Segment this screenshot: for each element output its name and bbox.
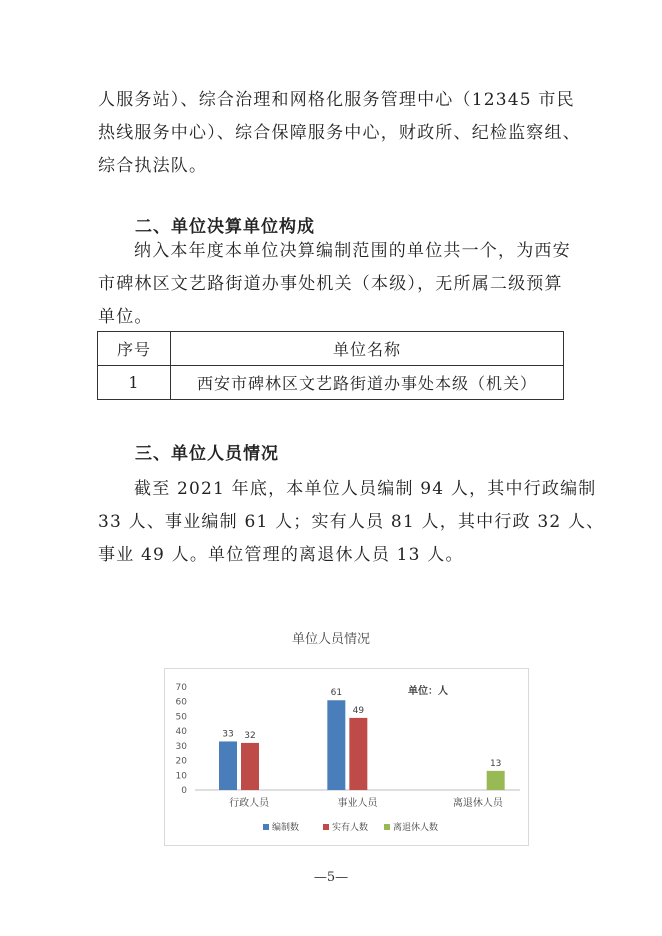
legend-swatch bbox=[384, 824, 390, 830]
page-number: —5— bbox=[313, 870, 349, 885]
y-tick-label: 70 bbox=[175, 683, 187, 693]
section3-paragraph bbox=[98, 473, 605, 572]
y-tick-label: 40 bbox=[175, 727, 187, 738]
x-tick-label: 事业人员 bbox=[337, 798, 378, 809]
section2-paragraph bbox=[98, 235, 571, 334]
chart-container bbox=[164, 668, 529, 846]
x-tick-label: 行政人员 bbox=[229, 798, 270, 809]
bar bbox=[241, 743, 259, 790]
chart-title: 单位人员情况 bbox=[291, 632, 370, 647]
bar bbox=[219, 741, 237, 790]
data-label: 33 bbox=[222, 729, 234, 740]
section2-line-1: 纳入本年度本单位决算编制范围的单位共一个，为西安 bbox=[134, 241, 571, 261]
legend-label: 实有人数 bbox=[332, 823, 369, 833]
y-tick-label: 60 bbox=[175, 697, 187, 708]
intro-line-3: 综合执法队。 bbox=[98, 156, 208, 176]
bar-chart bbox=[165, 669, 528, 845]
y-tick-label: 10 bbox=[175, 771, 187, 782]
y-tick-label: 30 bbox=[175, 741, 187, 752]
cell-seq: 1 bbox=[98, 366, 171, 400]
section2-line-3: 单位。 bbox=[98, 307, 153, 327]
data-label: 61 bbox=[330, 688, 343, 699]
unit-label: 单位：人 bbox=[408, 686, 448, 697]
data-label: 13 bbox=[489, 758, 502, 769]
data-label: 32 bbox=[244, 730, 256, 741]
y-tick-label: 50 bbox=[175, 712, 187, 723]
legend-swatch bbox=[263, 824, 269, 830]
unit-table bbox=[97, 331, 564, 400]
section2-line-2: 市碑林区文艺路街道办事处机关（本级），无所属二级预算 bbox=[98, 274, 563, 294]
cell-unit-name: 西安市碑林区文艺路街道办事处本级（机关） bbox=[171, 366, 564, 400]
x-tick-label: 离退休人员 bbox=[452, 798, 503, 809]
section3-line-3: 事业 49 人。单位管理的离退休人员 13 人。 bbox=[98, 545, 464, 565]
bar bbox=[327, 700, 345, 790]
table-row bbox=[98, 366, 564, 400]
intro-line-2: 热线服务中心）、综合保障服务中心，财政所、纪检监察组、 bbox=[98, 123, 581, 143]
bar bbox=[487, 771, 505, 790]
legend-label: 编制数 bbox=[272, 823, 300, 833]
section3-heading: 三、单位人员情况 bbox=[135, 444, 279, 464]
header-unit-name: 单位名称 bbox=[171, 332, 564, 366]
section2-heading: 二、单位决算单位构成 bbox=[135, 217, 315, 237]
intro-paragraph bbox=[98, 84, 581, 183]
section3-line-2: 33 人、事业编制 61 人；实有人员 81 人，其中行政 32 人、 bbox=[98, 512, 605, 532]
section3-line-1: 截至 2021 年底，本单位人员编制 94 人，其中行政编制 bbox=[134, 479, 597, 499]
bar bbox=[349, 718, 367, 790]
legend-swatch bbox=[323, 824, 329, 830]
data-label: 49 bbox=[352, 705, 365, 716]
y-tick-label: 0 bbox=[181, 786, 187, 796]
intro-line-1: 人服务站）、综合治理和网格化服务管理中心（12345 市民 bbox=[98, 90, 575, 110]
legend-label: 离退休人数 bbox=[393, 823, 439, 833]
y-tick-label: 20 bbox=[175, 756, 187, 767]
header-seq: 序号 bbox=[98, 332, 171, 366]
unit-table-header-row bbox=[98, 332, 564, 366]
